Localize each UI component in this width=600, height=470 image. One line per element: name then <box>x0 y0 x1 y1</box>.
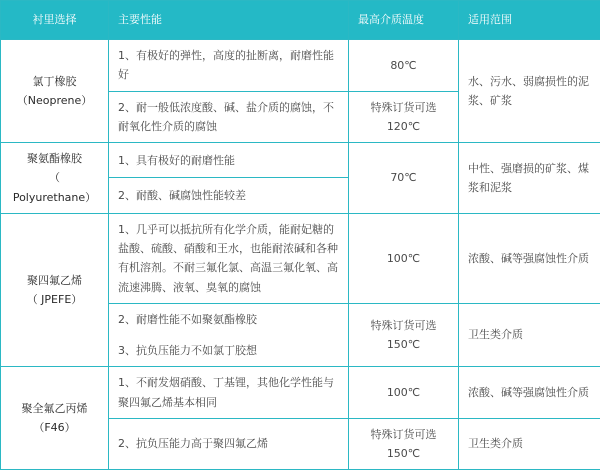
material-name-line2: （ JPEFE） <box>10 290 99 309</box>
column-header-application-range: 适用范围 <box>459 1 600 40</box>
temperature-line1: 特殊订货可选 <box>358 425 449 444</box>
table-header-row <box>1 1 600 40</box>
application-range-cell: 浓酸、碱等强腐蚀性介质 <box>459 367 600 419</box>
temperature-cell: 100℃ <box>349 367 459 419</box>
table-body <box>1 40 600 470</box>
table-row <box>1 367 600 419</box>
temperature-cell: 100℃ <box>349 213 459 303</box>
temperature-cell <box>349 303 459 367</box>
temperature-cell <box>349 91 459 143</box>
application-range-cell: 浓酸、碱等强腐蚀性介质 <box>459 213 600 303</box>
temperature-line2: 150℃ <box>358 335 449 354</box>
temperature-line2: 150℃ <box>358 444 449 463</box>
table-header <box>1 1 600 40</box>
performance-cell: 3、抗负压能力不如氯丁胶想 <box>109 335 349 367</box>
performance-cell: 2、耐酸、碱腐蚀性能较差 <box>109 178 349 213</box>
performance-cell: 2、耐一般低浓度酸、碱、盐介质的腐蚀，不耐氧化性介质的腐蚀 <box>109 91 349 143</box>
performance-cell: 1、具有极好的耐磨性能 <box>109 143 349 178</box>
column-header-lining: 衬里选择 <box>1 1 109 40</box>
material-name-line1: 聚四氟乙烯 <box>10 271 99 290</box>
table-row <box>1 213 600 303</box>
material-name-cell <box>1 213 109 367</box>
application-range-cell: 水、污水、弱腐损性的泥浆、矿浆 <box>459 40 600 143</box>
temperature-line1: 特殊订货可选 <box>358 316 449 335</box>
material-name-cell <box>1 143 109 214</box>
application-range-cell: 卫生类介质 <box>459 303 600 367</box>
performance-cell: 2、抗负压能力高于聚四氟乙烯 <box>109 418 349 470</box>
temperature-cell <box>349 418 459 470</box>
material-name-line2: （Neoprene） <box>10 91 99 110</box>
material-name-cell <box>1 40 109 143</box>
material-name-line1: 聚全氟乙丙烯 <box>10 399 99 418</box>
column-header-performance: 主要性能 <box>109 1 349 40</box>
application-range-cell: 中性、强磨损的矿浆、煤浆和泥浆 <box>459 143 600 214</box>
material-name-line1: 聚氨酯橡胶 <box>10 149 99 168</box>
material-name-line2: （F46） <box>10 418 99 437</box>
application-range-cell: 卫生类介质 <box>459 418 600 470</box>
temperature-cell: 70℃ <box>349 143 459 214</box>
temperature-line1: 特殊订货可选 <box>358 98 449 117</box>
performance-cell: 2、耐磨性能不如聚氨酯橡胶 <box>109 303 349 335</box>
material-name-cell <box>1 367 109 470</box>
temperature-cell: 80℃ <box>349 40 459 92</box>
material-name-line1: 氯丁橡胶 <box>10 72 99 91</box>
performance-cell: 1、有极好的弹性，高度的扯断离，耐磨性能好 <box>109 40 349 92</box>
temperature-line2: 120℃ <box>358 117 449 136</box>
performance-cell: 1、不耐发烟硝酸、丁基锂，其他化学性能与聚四氟乙烯基本相同 <box>109 367 349 419</box>
column-header-max-temperature: 最高介质温度 <box>349 1 459 40</box>
performance-cell: 1、几乎可以抵抗所有化学介质，能耐妃糖的盐酸、硫酸、硝酸和王水，也能耐浓碱和各种有机溶剂。不耐三氟化氯、高温三氟化氧、高流速沸腾、液氧、臭氧的腐蚀 <box>109 213 349 303</box>
table-row <box>1 143 600 178</box>
material-name-line2: （ Polyurethane） <box>10 168 99 207</box>
table-row <box>1 40 600 92</box>
